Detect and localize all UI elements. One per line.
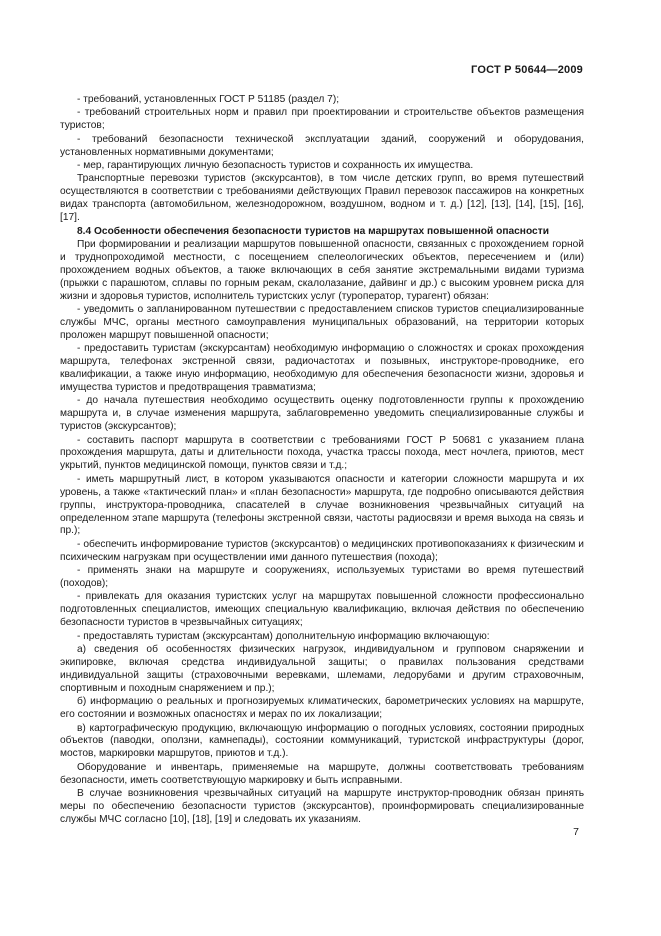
paragraph: - уведомить о запланированном путешествии с предоставлением списков туристов специализированные службы МЧС, органы местного самоуправления муниципальных образований, на территории которых проложен маршрут повышенной опасности; <box>60 304 584 341</box>
document-body <box>60 94 584 827</box>
paragraph: - привлекать для оказания туристских услуг на маршрутах повышенной сложности профессионально подготовленных специалистов, имеющих специальную квалификацию, включая действия по обеспечению безопасности туристов в чрезвычайных ситуациях; <box>60 591 584 629</box>
paragraph: В случае возникновения чрезвычайных ситуаций на маршруте инструктор-проводник обязан принять меры по обеспечению безопасности туристов (экскурсантов), проинформировать специализированные службы МЧС согласно [10], [18], [19] и следовать их указаниям. <box>60 788 584 825</box>
page-number: 7 <box>573 826 579 838</box>
paragraph: Транспортные перевозки туристов (экскурсантов), в том числе детских групп, во время путешествий осуществляются в соответствии с требованиями действующих Правил перевозок пассажиров на конкретных видах транспорта (автомобильном, железнодорожном, воздушном, водном и т. д.) [12], [13], [14], [15], [16], [17]. <box>60 173 584 224</box>
paragraph: Оборудование и инвентарь, применяемые на маршруте, должны соответствовать требованиям безопасности, иметь соответствующую маркировку и быть исправными. <box>60 761 584 786</box>
paragraph: - предоставить туристам (экскурсантам) необходимую информацию о сложностях и сроках прохождения маршрута, телефонах экстренной связи, радиочастотах и позывных, инструкторе-проводнике, его квалификации, а также иную информацию, необходимую для обеспечения безопасности жизни, здоровья и имущества туристов и предотвращения травматизма; <box>60 343 584 393</box>
paragraph: - обеспечить информирование туристов (экскурсантов) о медицинских противопоказаниях к физическим и психическим нагрузкам при осуществлении ими данного путешествия (похода); <box>60 538 584 563</box>
paragraph: б) информацию о реальных и прогнозируемых климатических, барометрических условиях на маршруте, его состоянии и возможных опасностях и мерах по их локализации; <box>60 696 584 721</box>
paragraph: - мер, гарантирующих личную безопасность туристов и сохранность их имущества. <box>77 160 474 172</box>
paragraph: - применять знаки на маршруте и сооружениях, используемых туристами во время путешествий (походов); <box>60 565 584 590</box>
section-heading: 8.4 Особенности обеспечения безопасности туристов на маршрутах повышенной опасности <box>77 225 549 237</box>
paragraph: а) сведения об особенностях физических нагрузок, индивидуальном и групповом снаряжении и экипировке, включая средства индивидуальной защиты; о правилах пользования средствами индивидуальной защиты (страховочными веревками, шлемами, ледорубами и другим страховочным, спортивным и походным снаряжением и пр.); <box>60 644 584 694</box>
paragraph: - до начала путешествия необходимо осуществить оценку подготовленности группы к прохождению маршрута и, в случае изменения маршрута, заблаговременно уведомить специализированные службы и туристов (экскурсантов); <box>60 395 584 433</box>
paragraph: - иметь маршрутный лист, в котором указываются опасности и категории сложности маршрута и их уровень, а также «тактический план» и «план безопасности» маршрута, где подробно описываются действия группы, инструктора-проводника, спасателей в случае возникновения чрезвычайных ситуаций на определенном этапе маршрута (телефоны экстренной связи, частоты радиосвязи и время выхода на связь и пр.); <box>60 473 584 537</box>
document-id: ГОСТ Р 50644—2009 <box>471 64 583 76</box>
paragraph: - требований, установленных ГОСТ Р 51185 (раздел 7); <box>77 94 340 105</box>
paragraph: - предоставлять туристам (экскурсантам) дополнительную информацию включающую: <box>77 630 490 642</box>
paragraph: - требований строительных норм и правил при проектировании и строительстве объектов размещения туристов; <box>60 107 584 132</box>
paragraph: - составить паспорт маршрута в соответствии с требованиями ГОСТ Р 50681 с указанием плана прохождения маршрута, даты и длительности похода, участка трассы похода, мест ночлега, приютов, мест укрытий, пунктов медицинской помощи, пунктов связи и т.д.; <box>60 434 584 472</box>
paragraph: - требований безопасности технической эксплуатации зданий, сооружений и оборудования, установленных нормативными документами; <box>60 133 584 158</box>
paragraph: в) картографическую продукцию, включающую информацию о погодных условиях, состоянии природных объектов (паводки, оползни, камнепады), состоянии коммуникаций, туристской инфраструктуры (дорог, мостов, маркировки маршрутов, приютов и т.д.). <box>60 722 584 760</box>
paragraph: При формировании и реализации маршрутов повышенной опасности, связанных с прохождением горной и труднопроходимой местности, с посещением спелеологических объектов, пересечением и (или) прохождением водных объектов, а также включающих в себя занятие экстремальными видами туризма (прыжки с парашютом, сплавы по горным рекам, скалолазание, дайвинг и др.) с высоким уровнем риска для жизни и здоровья туристов, исполнитель туристских услуг (туроператор, турагент) обязан: <box>60 238 584 302</box>
